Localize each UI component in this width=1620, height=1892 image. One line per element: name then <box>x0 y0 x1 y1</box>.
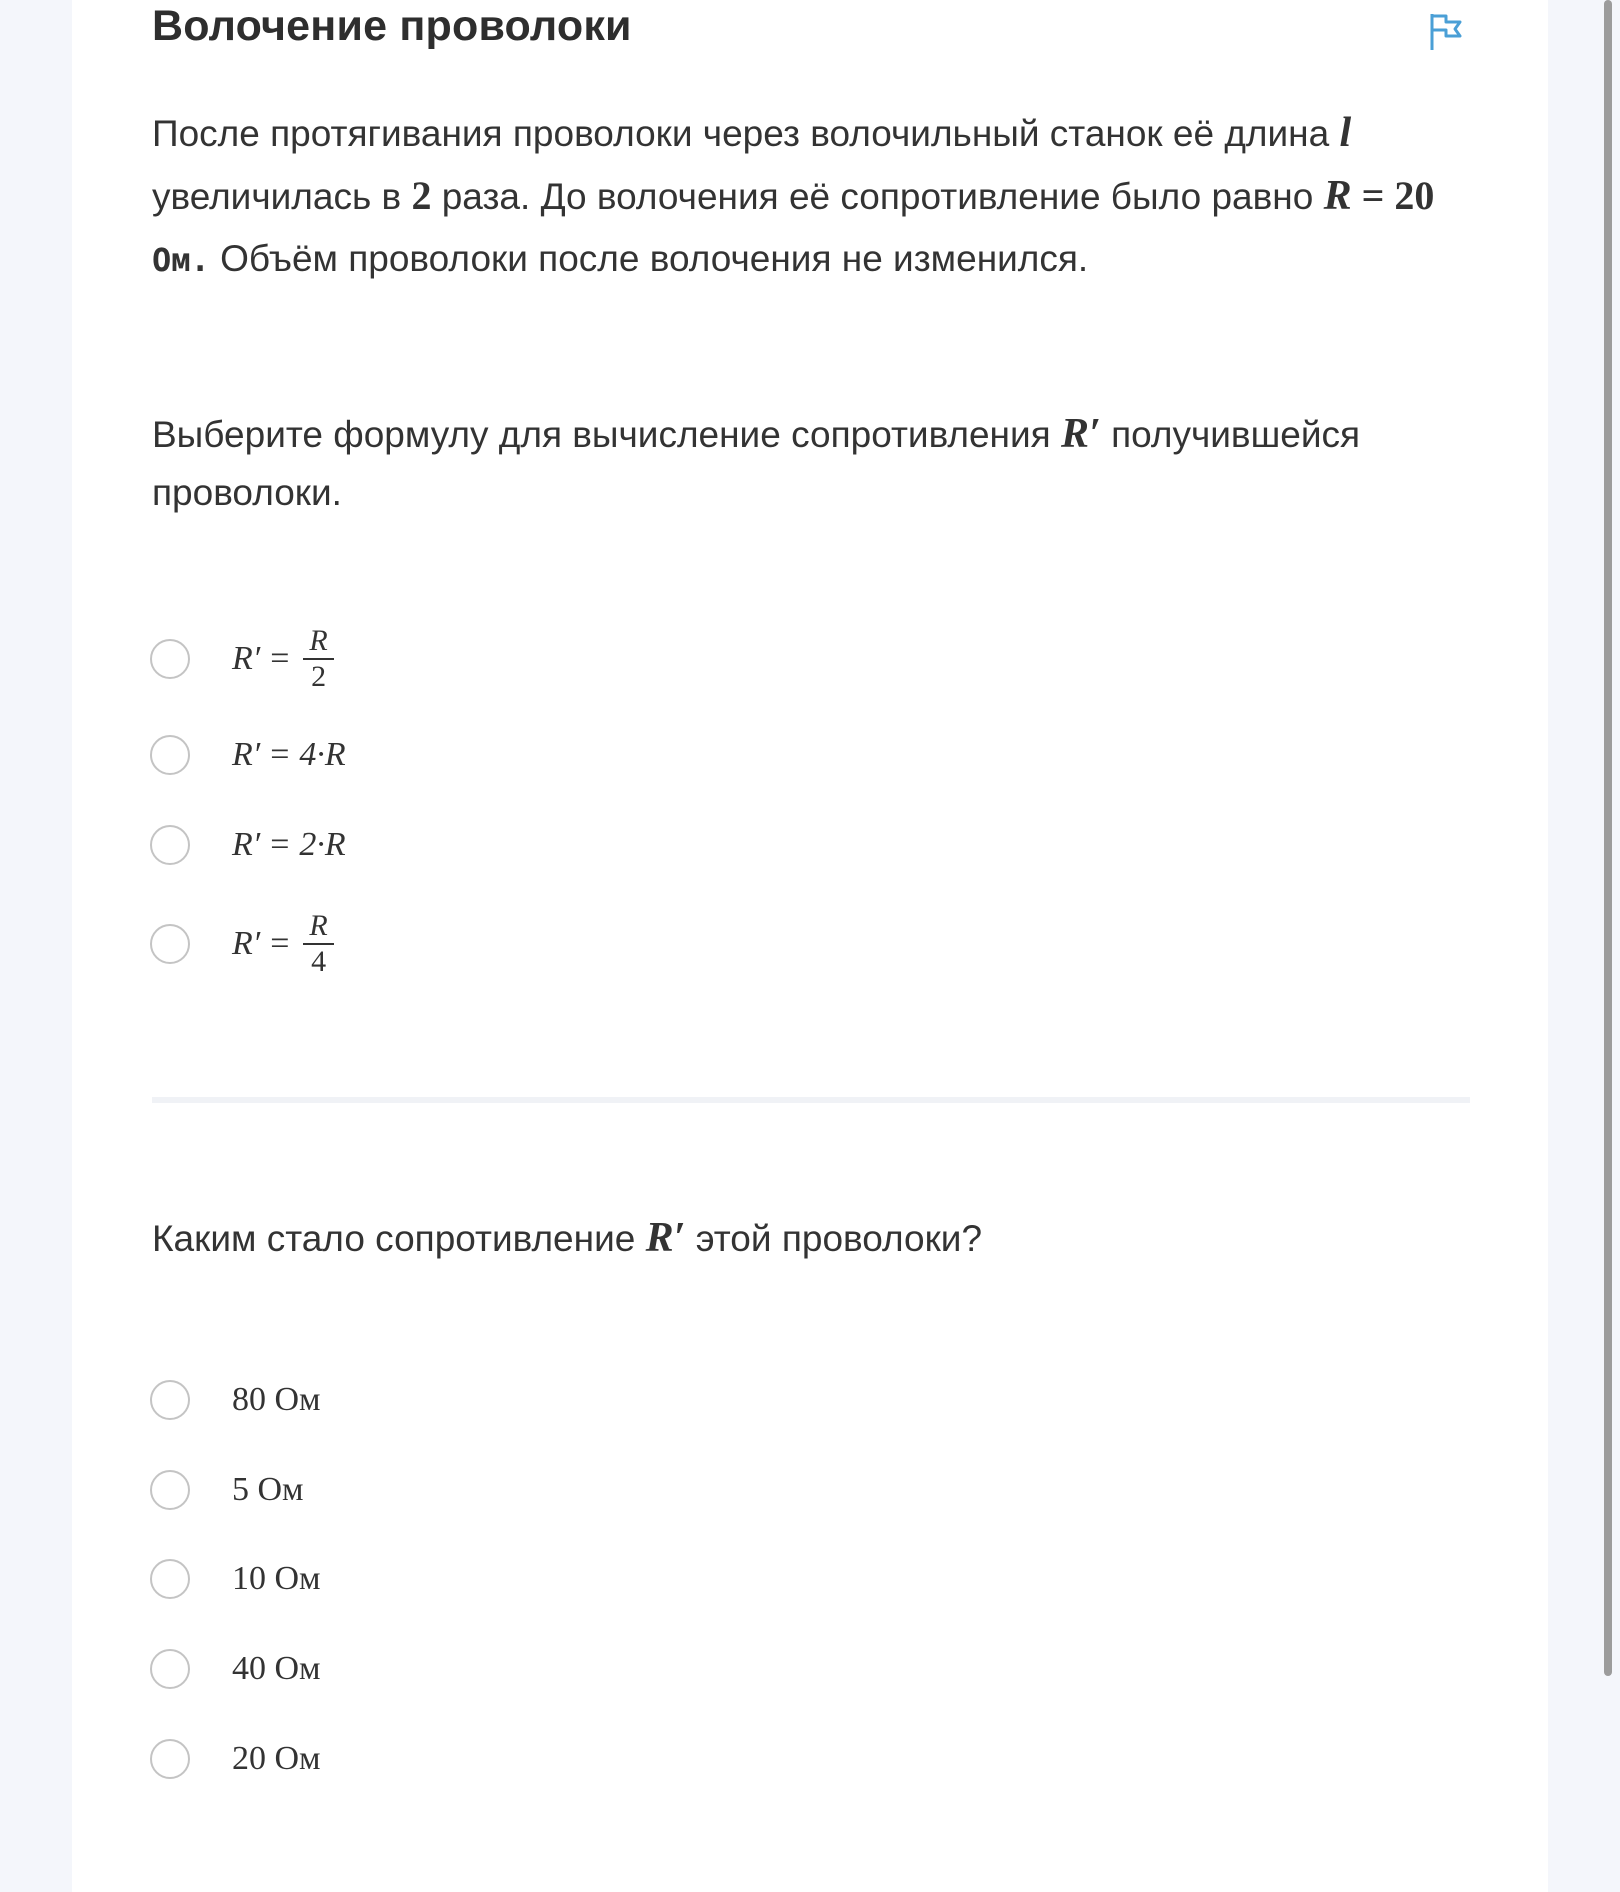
task-card <box>72 0 1548 1892</box>
formula-label <box>232 736 346 774</box>
var-R: R <box>1323 173 1352 219</box>
question2-text-after: этой проволоки? <box>685 1218 983 1259</box>
answer-label: 20 Ом <box>232 1740 321 1777</box>
radio-button[interactable] <box>150 735 190 775</box>
formula-eq: = <box>270 640 290 677</box>
resistance-equation: = 20 <box>1351 173 1435 218</box>
task-title: Волочение проволоки <box>152 2 632 50</box>
formula-lhs: R′ <box>232 736 261 773</box>
fraction-denominator: 4 <box>311 945 327 978</box>
formula-option-4[interactable] <box>150 909 334 978</box>
var-l: l <box>1339 110 1352 156</box>
radio-button[interactable] <box>150 1649 190 1689</box>
formula-eq: = <box>270 826 290 863</box>
formula-lhs: R′ <box>232 925 261 962</box>
section-divider <box>152 1097 1470 1103</box>
question2-text-before: Каким стало сопротивление <box>152 1218 646 1259</box>
radio-button[interactable] <box>150 1470 190 1510</box>
intro-text-3: раза. До волочения её сопротивление было равно <box>431 176 1324 217</box>
answer-label: 10 Ом <box>232 1560 321 1597</box>
formula-eq: = <box>270 736 290 773</box>
fraction-numerator: R <box>303 624 333 660</box>
fraction <box>303 624 333 694</box>
answer-option-4[interactable] <box>150 1639 321 1699</box>
answer-option-5[interactable] <box>150 1729 321 1789</box>
formula-option-3[interactable] <box>150 815 346 875</box>
formula-option-1[interactable] <box>150 624 334 693</box>
question2-var: R′ <box>645 1215 686 1261</box>
radio-button[interactable] <box>150 1739 190 1779</box>
answer-option-3[interactable] <box>150 1549 321 1609</box>
fraction-numerator: R <box>303 909 333 945</box>
answer-option-2[interactable] <box>150 1460 304 1520</box>
radio-button[interactable] <box>150 639 190 679</box>
formula-label <box>232 826 346 864</box>
factor-value: 2 <box>411 173 432 218</box>
question1-text-before: Выберите формулу для вычисление сопротивления <box>152 414 1061 455</box>
fraction <box>303 909 333 979</box>
answer-label: 5 Ом <box>232 1471 304 1508</box>
intro-text-1: После протягивания проволоки через волочильный станок её длина <box>152 113 1340 154</box>
question1-text-after: получившейся проволоки. <box>152 414 1361 513</box>
answer-option-1[interactable] <box>150 1370 321 1430</box>
radio-button[interactable] <box>150 825 190 865</box>
formula-label <box>232 624 334 694</box>
answer-label: 80 Ом <box>232 1381 321 1418</box>
radio-button[interactable] <box>150 924 190 964</box>
intro-text-2: увеличилась в <box>152 176 412 217</box>
formula-rhs: 4·R <box>299 736 346 773</box>
formula-label <box>232 909 334 979</box>
question1-text <box>152 405 1482 522</box>
formula-option-2[interactable] <box>150 725 346 785</box>
radio-button[interactable] <box>150 1559 190 1599</box>
formula-lhs: R′ <box>232 826 261 863</box>
answer-label: 40 Ом <box>232 1650 321 1687</box>
flag-icon[interactable] <box>1426 10 1468 52</box>
formula-lhs: R′ <box>232 640 261 677</box>
scrollbar[interactable] <box>1604 0 1612 1676</box>
fraction-denominator: 2 <box>311 660 327 693</box>
task-intro <box>152 102 1482 291</box>
question2-text <box>152 1207 1482 1270</box>
radio-button[interactable] <box>150 1380 190 1420</box>
resistance-unit: Ом. <box>152 241 210 279</box>
intro-text-4: Объём проволоки после волочения не изменился. <box>209 238 1089 279</box>
formula-rhs: 2·R <box>299 826 346 863</box>
formula-eq: = <box>270 925 290 962</box>
question1-var: R′ <box>1060 411 1101 457</box>
